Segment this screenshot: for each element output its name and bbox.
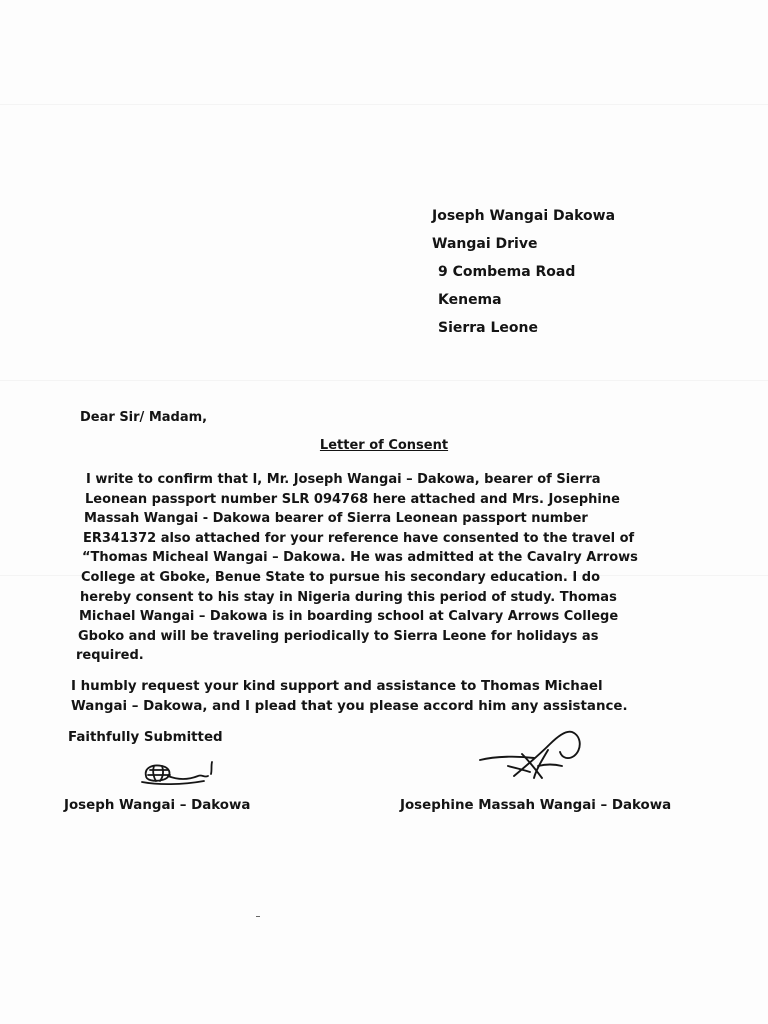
signature-josephine <box>478 726 598 796</box>
salutation: Dear Sir/ Madam, <box>80 410 208 425</box>
request-paragraph <box>71 677 691 717</box>
paragraph-line: Leonean passport number SLR 094768 here attached and Mrs. Josephine <box>85 491 620 507</box>
paragraph-line: I write to confirm that I, Mr. Joseph Wangai – Dakowa, bearer of Sierra <box>86 472 601 487</box>
paragraph-line: ER341372 also attached for your reference have consented to the travel of <box>83 530 635 546</box>
address-line: Wangai Drive <box>432 236 538 252</box>
address-line: Sierra Leone <box>438 320 539 336</box>
paragraph-line: Massah Wangai - Dakowa bearer of Sierra Leonean passport number <box>84 511 588 527</box>
address-line: Joseph Wangai Dakowa <box>432 208 616 224</box>
closing-phrase: Faithfully Submitted <box>68 730 223 745</box>
paragraph-line: Wangai – Dakowa, and I plead that you please accord him any assistance. <box>71 699 628 714</box>
signature-joseph <box>138 758 228 792</box>
consent-paragraph <box>78 470 678 666</box>
paragraph-line: required. <box>76 648 144 664</box>
signatory-name-left: Joseph Wangai – Dakowa <box>64 798 251 813</box>
paragraph-line: Michael Wangai – Dakowa is in boarding school at Calvary Arrows College <box>79 609 619 625</box>
paragraph-line: I humbly request your kind support and assistance to Thomas Michael <box>71 679 603 694</box>
paragraph-line: hereby consent to his stay in Nigeria during this period of study. Thomas <box>80 589 617 605</box>
scan-artifact <box>256 916 260 917</box>
scan-artifact <box>0 380 768 381</box>
address-line: 9 Combema Road <box>438 264 576 280</box>
paragraph-line: College at Gboke, Benue State to pursue his secondary education. I do <box>81 569 600 585</box>
address-line: Kenema <box>438 292 502 308</box>
sender-address <box>432 202 615 342</box>
letter-subject: Letter of Consent <box>319 438 449 453</box>
paragraph-line: “Thomas Micheal Wangai – Dakowa. He was admitted at the Cavalry Arrows <box>82 550 638 566</box>
signatory-name-right: Josephine Massah Wangai – Dakowa <box>400 798 672 813</box>
scan-artifact <box>0 104 768 105</box>
paragraph-line: Gboko and will be traveling periodically to Sierra Leone for holidays as <box>78 628 599 644</box>
